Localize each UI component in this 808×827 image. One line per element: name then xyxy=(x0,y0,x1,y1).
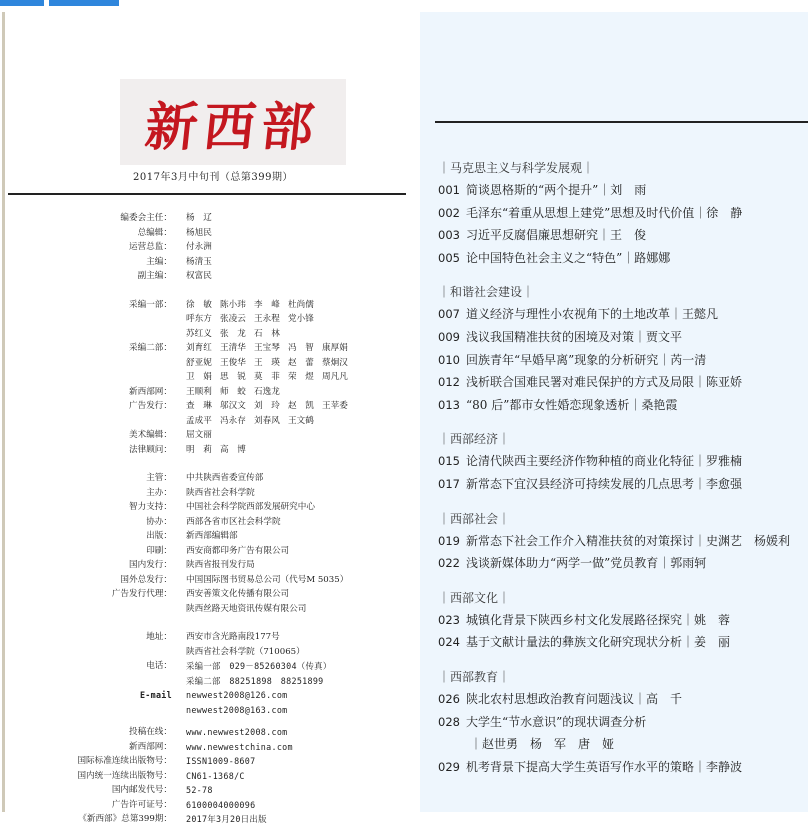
phone-row xyxy=(6,674,420,689)
masthead-row xyxy=(6,226,420,241)
staff-row xyxy=(6,298,420,313)
toc-item[interactable] xyxy=(438,688,808,711)
staff-name: 刘春风 xyxy=(254,415,280,426)
id-value: 6100004000096 xyxy=(186,799,256,810)
toc-article-title: 论中国特色社会主义之“特色”｜路娜娜 xyxy=(466,250,671,265)
masthead-list xyxy=(6,211,420,827)
phone-label xyxy=(6,674,186,689)
id-value: 2017年3月20日出版 xyxy=(186,814,267,824)
issue-line: 2017年3月中旬刊（总第399期） xyxy=(133,172,293,183)
publisher-label xyxy=(6,602,186,617)
toc-article-title: 浅谈新媒体助力“两学一做”党员教育｜郭雨轲 xyxy=(466,556,707,571)
staff-row xyxy=(6,356,420,371)
spacer xyxy=(6,457,420,471)
publisher-value: 中国社会科学院西部发展研究中心 xyxy=(186,502,315,512)
staff-name: 康厚娟 xyxy=(322,343,348,353)
staff-label xyxy=(6,414,186,429)
publisher-row xyxy=(6,573,420,588)
id-value: 52-78 xyxy=(186,785,213,795)
staff-row xyxy=(6,443,420,458)
staff-row xyxy=(6,327,420,342)
staff-name: 王苹委 xyxy=(322,401,348,411)
staff-names xyxy=(186,428,420,443)
toc-item[interactable] xyxy=(438,609,808,632)
publisher-row xyxy=(6,529,420,544)
masthead-value: 杨清玉 xyxy=(186,256,212,267)
toc-section-title: ｜和谐社会建设｜ xyxy=(438,285,535,300)
staff-row xyxy=(6,399,420,414)
toc-item[interactable] xyxy=(438,371,808,394)
publisher-row xyxy=(6,471,420,486)
web-link[interactable]: www.newwest2008.com xyxy=(186,727,288,737)
staff-name: 呼东方 xyxy=(186,314,212,324)
toc-page-number: 017 xyxy=(438,476,460,491)
staff-name: 张凌云 xyxy=(220,314,246,324)
top-tab-1[interactable] xyxy=(0,0,44,6)
staff-names xyxy=(186,356,420,371)
publisher-row xyxy=(6,486,420,501)
spacer xyxy=(438,416,808,428)
toc-article-title: 陕北农村思想政治教育问题浅议｜高 千 xyxy=(466,691,683,706)
id-label: 国内邮发代号： xyxy=(111,785,172,795)
staff-name: 王永程 xyxy=(254,314,280,324)
masthead-label: 编委会主任： xyxy=(120,213,172,223)
publisher-value: 新西部编辑部 xyxy=(186,531,238,541)
staff-label xyxy=(6,370,186,385)
publisher-value: 西安善策文化传播有限公司 xyxy=(186,589,290,599)
id-value: CN61-1368/C xyxy=(186,770,245,781)
toc-section-title: ｜西部经济｜ xyxy=(438,432,511,447)
toc-item[interactable] xyxy=(438,756,808,779)
staff-names xyxy=(186,385,420,400)
toc-article-title: 机考背景下提高大学生英语写作水平的策略｜李静波 xyxy=(466,759,743,774)
staff-name: 王清华 xyxy=(220,343,246,353)
toc-article-title: 回族青年“早婚早离”现象的分析研究｜芮一清 xyxy=(466,352,707,367)
publisher-row xyxy=(6,544,420,559)
toc-item[interactable] xyxy=(438,711,808,734)
toc-article-title: 基于文献计量法的彝族文化研究现状分析｜姜 丽 xyxy=(466,635,731,650)
toc-page-number: 028 xyxy=(438,714,460,729)
publisher-value: 中国国际图书贸易总公司（代号M 5035） xyxy=(186,574,349,585)
masthead-label: 总编辑： xyxy=(137,227,172,238)
toc-page-number: 023 xyxy=(438,612,460,627)
id-row xyxy=(6,812,420,827)
web-row xyxy=(6,725,420,740)
email-label: E-mail xyxy=(139,690,172,700)
staff-label: 新西部网： xyxy=(129,386,172,397)
staff-label: 法律顾问： xyxy=(129,444,172,455)
phone-row xyxy=(6,659,420,674)
table-of-contents xyxy=(438,157,808,778)
email-label xyxy=(6,703,186,718)
masthead-row xyxy=(6,269,420,284)
phone-value: 采编一部 029－85260304（传真） xyxy=(186,661,332,671)
toc-item[interactable] xyxy=(438,552,808,575)
publisher-label: 广告发行代理： xyxy=(111,589,172,599)
staff-name: 荣 煜 xyxy=(288,372,314,382)
publisher-label: 出版： xyxy=(146,531,172,541)
toc-article-title: “80 后”都市女性婚恋现象透析｜桑艳霞 xyxy=(466,397,678,412)
staff-name: 刘育红 xyxy=(186,343,212,353)
address-row xyxy=(6,630,420,645)
id-row xyxy=(6,783,420,798)
staff-name: 刘 玲 xyxy=(254,401,280,411)
id-row xyxy=(6,754,420,769)
toc-page-number: 005 xyxy=(438,250,460,265)
masthead-row xyxy=(6,240,420,255)
toc-item[interactable] xyxy=(438,394,808,417)
masthead-row xyxy=(6,255,420,270)
publisher-row xyxy=(6,587,420,602)
toc-item[interactable] xyxy=(438,473,808,496)
toc-item[interactable] xyxy=(438,202,808,225)
web-link[interactable]: www.newwestchina.com xyxy=(186,741,293,752)
toc-page-number: 019 xyxy=(438,533,460,548)
staff-name: 张 龙 xyxy=(220,328,246,339)
toc-article-title: 习近平反腐倡廉思想研究｜王 俊 xyxy=(466,228,647,243)
staff-name: 屈文丽 xyxy=(186,430,212,440)
toc-section xyxy=(438,508,808,575)
masthead-value: 杨旭民 xyxy=(186,227,212,238)
toc-author-continuation: ｜赵世勇 杨 军 唐 娅 xyxy=(470,737,615,752)
publisher-value: 陕西省报刊发行局 xyxy=(186,560,255,570)
staff-name: 王宝琴 xyxy=(254,343,280,353)
publisher-label: 印刷： xyxy=(146,545,172,556)
masthead-value: 付永洲 xyxy=(186,242,212,252)
masthead-row xyxy=(6,211,420,226)
staff-name: 邬汉文 xyxy=(220,401,246,411)
staff-name: 莫 菲 xyxy=(254,372,280,382)
toc-page-number: 001 xyxy=(438,183,460,197)
divider xyxy=(8,193,406,195)
address-label xyxy=(6,645,186,660)
left-margin-rule xyxy=(2,12,5,812)
staff-names xyxy=(186,312,420,327)
publisher-row xyxy=(6,500,420,515)
publisher-label: 主管： xyxy=(146,473,172,483)
toc-item[interactable] xyxy=(438,326,808,349)
toc-article-title: 大学生“节水意识”的现状调查分析 xyxy=(466,714,647,729)
toc-page-number: 022 xyxy=(438,556,460,571)
toc-page-number: 015 xyxy=(438,454,460,469)
id-value: ISSN1009-8607 xyxy=(186,756,256,766)
toc-item[interactable] xyxy=(438,179,808,202)
publisher-value: 西部各省市区社会科学院 xyxy=(186,516,281,527)
toc-section xyxy=(438,587,808,654)
toc-item[interactable] xyxy=(438,224,808,247)
publisher-label: 智力支持： xyxy=(129,502,172,512)
staff-name: 石 林 xyxy=(254,328,280,339)
toc-article-title: 道义经济与理性小农视角下的土地改革｜王懿凡 xyxy=(466,307,719,322)
spacer xyxy=(6,717,420,725)
toc-section xyxy=(438,666,808,778)
toc-page-number: 029 xyxy=(438,759,460,774)
logo-text: 新西部 xyxy=(142,96,323,158)
toc-section xyxy=(438,281,808,416)
staff-row xyxy=(6,312,420,327)
toc-item[interactable] xyxy=(438,631,808,654)
staff-names xyxy=(186,298,420,313)
staff-names xyxy=(186,327,420,342)
web-row xyxy=(6,740,420,755)
staff-name: 赵 蕾 xyxy=(288,357,314,368)
toc-page-number: 026 xyxy=(438,691,460,706)
staff-name: 徐 敏 xyxy=(186,299,212,310)
publisher-row xyxy=(6,515,420,530)
staff-row xyxy=(6,370,420,385)
toc-item[interactable] xyxy=(438,247,808,270)
staff-row xyxy=(6,341,420,356)
masthead-label: 运营总监： xyxy=(129,242,172,252)
toc-item[interactable] xyxy=(438,303,808,326)
staff-name: 李 峰 xyxy=(254,299,280,310)
id-label: 《新西部》总第399期： xyxy=(78,814,172,824)
id-label: 国际标准连续出版物号： xyxy=(77,756,172,766)
staff-name: 王顺利 xyxy=(186,386,212,397)
spacer xyxy=(438,654,808,666)
toc-article-title: 新常态下社会工作介入精准扶贫的对策探讨｜史渊艺 杨媛利 xyxy=(466,533,791,548)
spacer xyxy=(438,496,808,508)
staff-name: 周凡凡 xyxy=(322,372,348,382)
toc-page-number: 002 xyxy=(438,205,460,220)
phone-label: 电话： xyxy=(146,661,172,671)
staff-name: 王文鹤 xyxy=(288,415,314,426)
publisher-label: 国外总发行： xyxy=(120,574,172,585)
address-value: 西安市含光路南段177号 xyxy=(186,632,280,642)
id-label: 国内统一连续出版物号： xyxy=(77,770,172,781)
staff-label: 采编一部： xyxy=(129,299,172,310)
masthead-label: 副主编： xyxy=(137,271,172,281)
staff-name: 党小锋 xyxy=(288,314,314,324)
staff-name: 冯永存 xyxy=(220,415,246,426)
publisher-row xyxy=(6,558,420,573)
toc-panel xyxy=(420,12,808,812)
toc-article-title: 毛泽东“着重从思想上建党”思想及时代价值｜徐 静 xyxy=(466,205,743,220)
staff-name: 高 博 xyxy=(220,444,246,455)
id-row xyxy=(6,798,420,813)
toc-section xyxy=(438,157,808,269)
staff-name: 卫 娟 xyxy=(186,372,212,382)
email-row xyxy=(6,703,420,718)
web-label: 新西部网： xyxy=(129,741,172,752)
magazine-logo xyxy=(120,79,346,165)
staff-name: 孟成平 xyxy=(186,415,212,426)
phone-value: 采编二部 88251898 88251899 xyxy=(186,675,324,686)
web-label: 投稿在线： xyxy=(129,727,172,737)
toc-section-title: ｜马克思主义与科学发展观｜ xyxy=(438,161,595,175)
publisher-label: 国内发行： xyxy=(129,560,172,570)
spacer xyxy=(438,575,808,587)
masthead-value: 权富民 xyxy=(186,271,212,281)
staff-name: 陈小玮 xyxy=(220,299,246,310)
toc-divider xyxy=(435,121,808,123)
staff-name: 明 莉 xyxy=(186,444,212,455)
toc-section-title: ｜西部教育｜ xyxy=(438,669,511,684)
toc-article-title: 简谈恩格斯的“两个提升”｜刘 雨 xyxy=(466,183,647,197)
staff-name: 冯 智 xyxy=(288,343,314,353)
publisher-label: 主办： xyxy=(146,487,172,498)
publisher-value: 陕西省社会科学院 xyxy=(186,487,255,498)
staff-names xyxy=(186,370,420,385)
masthead-label: 主编： xyxy=(146,256,172,267)
staff-label: 美术编辑： xyxy=(129,430,172,440)
email-row xyxy=(6,688,420,703)
staff-name: 师 蛟 xyxy=(220,386,246,397)
publisher-value: 西安商都印务广告有限公司 xyxy=(186,545,290,556)
masthead-value: 杨 辽 xyxy=(186,213,212,223)
toc-item[interactable] xyxy=(438,349,808,372)
staff-name: 思 锐 xyxy=(220,372,246,382)
top-tab-2[interactable] xyxy=(49,0,119,6)
staff-row xyxy=(6,414,420,429)
spacer xyxy=(6,284,420,298)
toc-page-number: 013 xyxy=(438,397,460,412)
toc-page-number: 024 xyxy=(438,635,460,650)
toc-item[interactable] xyxy=(438,450,808,473)
toc-article-title: 浅议我国精准扶贫的困境及对策｜贾文平 xyxy=(466,329,683,344)
spacer xyxy=(438,269,808,281)
toc-page-number: 003 xyxy=(438,228,460,243)
toc-section-title: ｜西部社会｜ xyxy=(438,511,511,526)
id-row xyxy=(6,769,420,784)
masthead-panel xyxy=(6,12,420,824)
staff-label xyxy=(6,312,186,327)
toc-article-title: 浅析联合国难民署对难民保护的方式及局限｜陈亚娇 xyxy=(466,375,743,390)
staff-name: 杜尚儒 xyxy=(288,299,314,310)
address-row xyxy=(6,645,420,660)
address-value: 陕西省社会科学院（710065） xyxy=(186,646,305,657)
staff-label: 采编二部： xyxy=(129,343,172,353)
toc-page-number: 009 xyxy=(438,329,460,344)
id-label: 广告许可证号： xyxy=(111,799,172,810)
staff-name: 石逸龙 xyxy=(254,386,280,397)
toc-article-title: 新常态下宜汉县经济可持续发展的几点思考｜李愈强 xyxy=(466,476,743,491)
email-link[interactable]: newwest2008@163.com xyxy=(186,704,288,715)
staff-name: 王俊华 xyxy=(220,357,246,368)
staff-name: 赵 凯 xyxy=(288,401,314,411)
email-link[interactable]: newwest2008@126.com xyxy=(186,690,288,700)
staff-label xyxy=(6,356,186,371)
toc-section-title: ｜西部文化｜ xyxy=(438,590,511,605)
publisher-label: 协办： xyxy=(146,516,172,527)
staff-names xyxy=(186,341,420,356)
toc-item[interactable] xyxy=(438,530,808,553)
staff-name: 蔡炯汉 xyxy=(322,357,348,368)
toc-article-title: 论清代陕西主要经济作物种植的商业化特征｜罗雅楠 xyxy=(466,454,743,469)
publisher-value: 陕西丝路天地资讯传媒有限公司 xyxy=(186,603,307,614)
toc-page-number: 007 xyxy=(438,307,460,322)
toc-page-number: 010 xyxy=(438,352,460,367)
address-label: 地址： xyxy=(146,632,172,642)
staff-label: 广告发行： xyxy=(129,401,172,411)
publisher-row xyxy=(6,602,420,617)
staff-name: 王 瑛 xyxy=(254,357,280,368)
staff-name: 查 琳 xyxy=(186,401,212,411)
staff-names xyxy=(186,414,420,429)
staff-label xyxy=(6,327,186,342)
staff-name: 苏红义 xyxy=(186,328,212,339)
staff-names xyxy=(186,399,420,414)
spacer xyxy=(6,616,420,630)
toc-section xyxy=(438,428,808,495)
toc-article-title: 城镇化背景下陕西乡村文化发展路径探究｜姚 蓉 xyxy=(466,612,731,627)
staff-name: 舒亚妮 xyxy=(186,357,212,368)
staff-names xyxy=(186,443,420,458)
staff-row xyxy=(6,385,420,400)
toc-page-number: 012 xyxy=(438,375,460,390)
publisher-value: 中共陕西省委宣传部 xyxy=(186,473,264,483)
staff-row xyxy=(6,428,420,443)
